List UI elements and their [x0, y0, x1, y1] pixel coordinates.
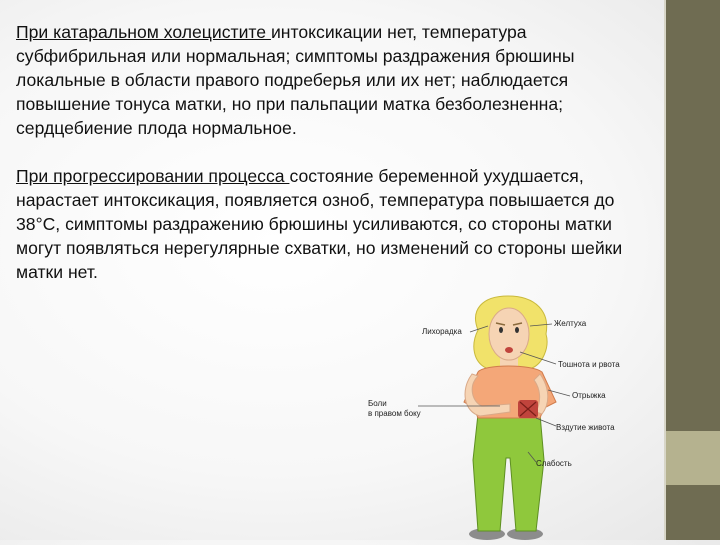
paragraph-body: интоксикации нет, температура субфибрильная или нормальная; симптомы раздражения брюшины локальные в области правого подреберья или их нет; наблюдается повышение тонуса матки, но при пальпации матка безболезненна; сердцебиение плода нормальное.	[16, 22, 575, 138]
paragraph-progression	[16, 164, 656, 284]
label-nausea: Тошнота и рвота	[558, 360, 620, 369]
label-pain-line1: Боли	[368, 399, 387, 408]
decorative-sidebar-accent	[666, 431, 720, 485]
paragraph-lead: При прогрессировании процесса	[16, 166, 290, 186]
label-fever: Лихорадка	[422, 327, 462, 336]
label-jaundice: Желтуха	[554, 319, 587, 328]
label-bloating: Вздутие живота	[556, 423, 615, 432]
label-weakness: Слабость	[536, 459, 572, 468]
slide-text	[16, 20, 656, 308]
label-pain-line2: в правом боку	[368, 409, 421, 418]
label-belching: Отрыжка	[572, 391, 606, 400]
paragraph-catarrhal	[16, 20, 656, 140]
symptoms-illustration	[360, 290, 660, 540]
paragraph-lead: При катаральном холецистите	[16, 22, 271, 42]
pants	[473, 414, 544, 531]
pain-spot	[518, 400, 538, 418]
paragraph-body: состояние беременной ухудшается, нарастает интоксикация, появляется озноб, температура повышается до 38°С, симптомы раздражению брюшины усиливаются, со стороны матки могут появляться нерегулярные схватки, но изменений со стороны шейки матки нет.	[16, 166, 623, 282]
